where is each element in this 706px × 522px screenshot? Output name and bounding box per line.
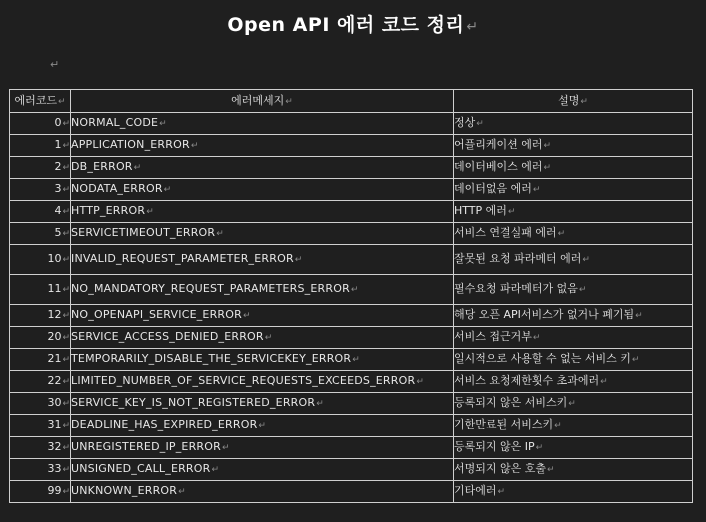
error-code-cell-text: 30 (47, 396, 62, 409)
error-description-cell-text: HTTP 에러 (454, 204, 507, 217)
cell-mark: ↵ (62, 255, 70, 265)
cell-mark: ↵ (294, 255, 303, 265)
cell-mark: ↵ (62, 333, 70, 343)
table-body (10, 113, 693, 503)
error-description-cell (454, 135, 693, 157)
cell-mark: ↵ (221, 443, 230, 453)
cell-mark: ↵ (62, 465, 70, 475)
error-description-cell (454, 179, 693, 201)
cell-mark: ↵ (62, 207, 70, 217)
error-message-cell-text: INVALID_REQUEST_PARAMETER_ERROR (71, 252, 294, 265)
error-code-cell-text: 20 (47, 330, 62, 343)
cell-mark: ↵ (416, 377, 425, 387)
error-message-cell (71, 223, 454, 245)
error-code-cell (10, 459, 71, 481)
error-code-cell (10, 245, 71, 275)
error-message-cell-text: UNSIGNED_CALL_ERROR (71, 462, 211, 475)
cell-mark: ↵ (242, 311, 251, 321)
header-message (71, 90, 454, 113)
error-description-cell (454, 437, 693, 459)
error-code-cell-text: 10 (47, 252, 62, 265)
cell-mark: ↵ (532, 185, 541, 195)
error-message-cell-text: NO_MANDATORY_REQUEST_PARAMETERS_ERROR (71, 282, 350, 295)
cell-mark: ↵ (582, 255, 590, 265)
cell-mark: ↵ (532, 333, 541, 343)
cell-mark: ↵ (476, 119, 484, 129)
error-code-cell (10, 223, 71, 245)
error-description-cell-text: 서명되지 않은 호출 (454, 462, 547, 475)
error-description-cell-text: 서비스 접근거부 (454, 330, 532, 343)
page-title (0, 10, 706, 37)
error-message-cell (71, 393, 454, 415)
error-description-cell (454, 459, 693, 481)
error-description-cell (454, 327, 693, 349)
cell-mark: ↵ (62, 185, 70, 195)
cell-mark: ↵ (211, 465, 220, 475)
error-code-cell-text: 0 (54, 116, 62, 129)
error-description-cell-text: 어플리케이션 에러 (454, 138, 543, 151)
error-message-cell-text: SERVICE_ACCESS_DENIED_ERROR (71, 330, 264, 343)
cell-mark: ↵ (497, 487, 506, 497)
error-code-cell (10, 305, 71, 327)
paragraph-mark: ↵ (466, 19, 479, 35)
error-code-cell (10, 275, 71, 305)
cell-mark: ↵ (600, 377, 608, 387)
error-description-cell-text: 서비스 연결실패 에러 (454, 226, 557, 239)
header-message-label: 에러메세지 (231, 93, 285, 107)
error-description-cell-text: 잘못된 요청 파라메터 에러 (454, 252, 582, 265)
error-description-cell (454, 157, 693, 179)
cell-mark: ↵ (635, 311, 643, 321)
error-description-cell-text: 일시적으로 사용할 수 없는 서비스 키 (454, 352, 631, 365)
error-description-cell-text: 등록되지 않은 IP (454, 440, 535, 453)
error-code-cell (10, 371, 71, 393)
table-row (10, 393, 693, 415)
table-row (10, 415, 693, 437)
error-description-cell (454, 481, 693, 503)
cell-mark: ↵ (216, 229, 224, 239)
error-description-cell (454, 201, 693, 223)
error-message-cell-text: UNKNOWN_ERROR (71, 484, 178, 497)
error-message-cell-text: NODATA_ERROR (71, 182, 163, 195)
error-code-cell (10, 113, 71, 135)
title-text: Open API 에러 코드 정리 (227, 14, 465, 36)
error-description-cell (454, 349, 693, 371)
cell-mark: ↵ (543, 163, 552, 173)
error-message-cell-text: LIMITED_NUMBER_OF_SERVICE_REQUESTS_EXCEEDS_ERROR (71, 374, 416, 387)
error-description-cell (454, 393, 693, 415)
table-row (10, 327, 693, 349)
error-message-cell (71, 415, 454, 437)
header-code-label: 에러코드 (14, 93, 57, 107)
error-description-cell-text: 기타에러 (454, 484, 497, 497)
table-row (10, 349, 693, 371)
error-description-cell (454, 371, 693, 393)
error-code-cell-text: 22 (47, 374, 62, 387)
cell-mark: ↵ (62, 355, 70, 365)
empty-paragraph-mark: ↵ (50, 58, 60, 71)
error-description-cell-text: 서비스 요청제한횟수 초과에러 (454, 374, 600, 387)
cell-mark: ↵ (535, 443, 544, 453)
error-message-cell (71, 179, 454, 201)
error-message-cell-text: DEADLINE_HAS_EXPIRED_ERROR (71, 418, 258, 431)
error-code-cell (10, 415, 71, 437)
cell-mark: ↵ (57, 96, 66, 107)
error-description-cell (454, 275, 693, 305)
cell-mark: ↵ (631, 355, 640, 365)
error-message-cell (71, 275, 454, 305)
error-code-table (9, 89, 693, 503)
cell-mark: ↵ (62, 311, 70, 321)
error-code-cell (10, 393, 71, 415)
error-message-cell (71, 481, 454, 503)
cell-mark: ↵ (580, 96, 588, 107)
error-code-cell (10, 201, 71, 223)
error-message-cell-text: HTTP_ERROR (71, 204, 146, 217)
error-code-cell-text: 12 (47, 308, 62, 321)
error-code-cell (10, 437, 71, 459)
table-row (10, 201, 693, 223)
header-code (10, 90, 71, 113)
error-code-cell (10, 157, 71, 179)
error-code-cell-text: 31 (47, 418, 62, 431)
error-message-cell-text: SERVICETIMEOUT_ERROR (71, 226, 216, 239)
cell-mark: ↵ (264, 333, 273, 343)
cell-mark: ↵ (554, 421, 562, 431)
cell-mark: ↵ (507, 207, 516, 217)
cell-mark: ↵ (62, 285, 70, 295)
error-description-cell-text: 필수요청 파라메터가 없음 (454, 282, 578, 295)
error-description-cell (454, 245, 693, 275)
table-header-row (10, 90, 693, 113)
cell-mark: ↵ (62, 163, 70, 173)
error-message-cell (71, 459, 454, 481)
header-description (454, 90, 693, 113)
error-message-cell-text: TEMPORARILY_DISABLE_THE_SERVICEKEY_ERROR (71, 352, 352, 365)
cell-mark: ↵ (62, 487, 70, 497)
cell-mark: ↵ (578, 285, 587, 295)
table-row (10, 245, 693, 275)
cell-mark: ↵ (285, 96, 293, 107)
error-message-cell (71, 201, 454, 223)
error-description-cell-text: 해당 오픈 API서비스가 없거나 폐기됨 (454, 308, 635, 321)
error-message-cell (71, 135, 454, 157)
error-description-cell-text: 등록되지 않은 서비스키 (454, 396, 568, 409)
cell-mark: ↵ (146, 207, 154, 217)
error-code-cell-text: 21 (47, 352, 62, 365)
error-message-cell (71, 305, 454, 327)
error-message-cell (71, 371, 454, 393)
error-message-cell-text: DB_ERROR (71, 160, 133, 173)
error-code-cell-text: 32 (47, 440, 62, 453)
error-code-cell-text: 5 (54, 226, 62, 239)
error-message-cell-text: SERVICE_KEY_IS_NOT_REGISTERED_ERROR (71, 396, 316, 409)
error-code-cell (10, 179, 71, 201)
table-row (10, 179, 693, 201)
cell-mark: ↵ (352, 355, 360, 365)
cell-mark: ↵ (62, 141, 70, 151)
error-description-cell (454, 415, 693, 437)
table-row (10, 223, 693, 245)
error-code-cell (10, 349, 71, 371)
table-row (10, 135, 693, 157)
cell-mark: ↵ (62, 399, 70, 409)
error-code-cell-text: 4 (54, 204, 62, 217)
table-row (10, 275, 693, 305)
error-code-cell (10, 327, 71, 349)
cell-mark: ↵ (178, 487, 186, 497)
cell-mark: ↵ (62, 119, 70, 129)
error-message-cell-text: NO_OPENAPI_SERVICE_ERROR (71, 308, 242, 321)
error-message-cell (71, 349, 454, 371)
error-message-cell (71, 157, 454, 179)
error-description-cell (454, 223, 693, 245)
error-message-cell-text: APPLICATION_ERROR (71, 138, 190, 151)
error-code-cell-text: 11 (47, 282, 62, 295)
cell-mark: ↵ (62, 377, 70, 387)
header-description-label: 설명 (558, 93, 580, 107)
cell-mark: ↵ (159, 119, 167, 129)
error-description-cell (454, 113, 693, 135)
table-row (10, 157, 693, 179)
table-row (10, 481, 693, 503)
cell-mark: ↵ (258, 421, 267, 431)
table-row (10, 113, 693, 135)
cell-mark: ↵ (190, 141, 199, 151)
cell-mark: ↵ (133, 163, 142, 173)
cell-mark: ↵ (350, 285, 359, 295)
error-code-cell (10, 135, 71, 157)
error-code-cell-text: 3 (54, 182, 62, 195)
error-description-cell-text: 데이터없음 에러 (454, 182, 532, 195)
error-message-cell-text: UNREGISTERED_IP_ERROR (71, 440, 221, 453)
error-message-cell (71, 437, 454, 459)
cell-mark: ↵ (163, 185, 172, 195)
error-message-cell (71, 245, 454, 275)
cell-mark: ↵ (62, 421, 70, 431)
error-code-cell-text: 1 (54, 138, 62, 151)
cell-mark: ↵ (62, 443, 70, 453)
cell-mark: ↵ (62, 229, 70, 239)
cell-mark: ↵ (316, 399, 324, 409)
error-description-cell-text: 기한만료된 서비스키 (454, 418, 554, 431)
error-description-cell (454, 305, 693, 327)
error-code-cell-text: 33 (47, 462, 62, 475)
error-code-cell-text: 99 (47, 484, 62, 497)
error-code-cell (10, 481, 71, 503)
error-description-cell-text: 데이터베이스 에러 (454, 160, 543, 173)
cell-mark: ↵ (547, 465, 555, 475)
error-message-cell (71, 327, 454, 349)
table-row (10, 305, 693, 327)
error-message-cell-text: NORMAL_CODE (71, 116, 159, 129)
error-description-cell-text: 정상 (454, 116, 476, 129)
table-row (10, 371, 693, 393)
cell-mark: ↵ (543, 141, 552, 151)
error-message-cell (71, 113, 454, 135)
cell-mark: ↵ (568, 399, 576, 409)
cell-mark: ↵ (557, 229, 566, 239)
error-code-cell-text: 2 (54, 160, 62, 173)
table-row (10, 459, 693, 481)
table-row (10, 437, 693, 459)
